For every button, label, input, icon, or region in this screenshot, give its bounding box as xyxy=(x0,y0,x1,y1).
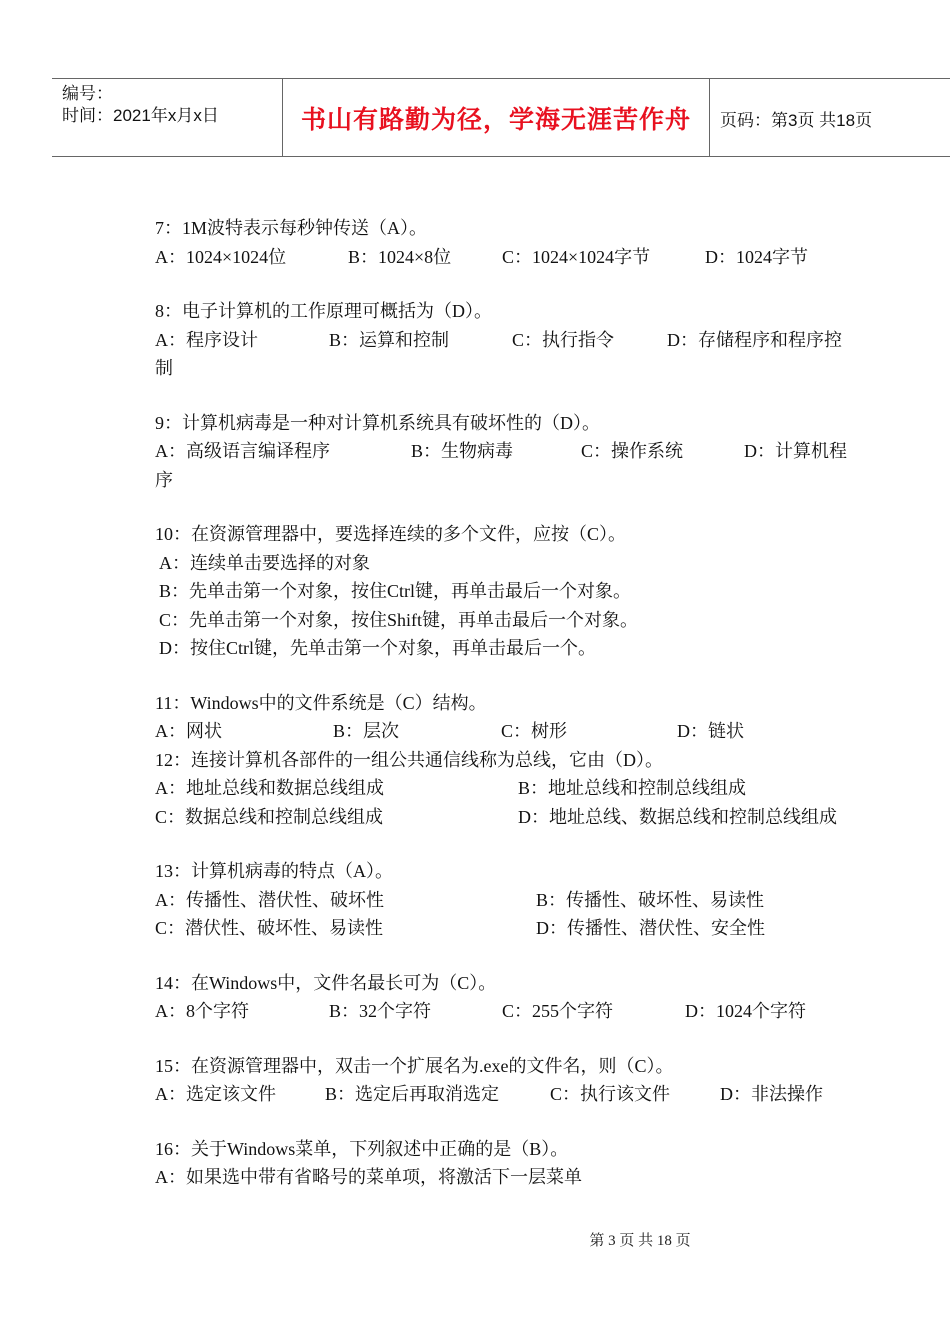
question-stem: 8：电子计算机的工作原理可概括为（D）。 xyxy=(155,301,492,321)
header-motto: 书山有路勤为径，学海无涯苦作舟 xyxy=(282,79,710,156)
options-row xyxy=(155,326,875,355)
option-d: D：链状 xyxy=(677,721,744,741)
option-d: D：计算机程 xyxy=(744,441,847,461)
doc-time-label: 时间：2021年x月x日 xyxy=(62,106,219,125)
option-b: B：1024×8位 xyxy=(348,246,452,267)
option-c: C：1024×1024字节 xyxy=(502,246,651,267)
question-list xyxy=(155,214,875,1218)
question-10 xyxy=(155,520,875,663)
question-stem: 16：关于Windows菜单，下列叙述中正确的是（B）。 xyxy=(155,1138,569,1159)
question-stem: 14：在Windows中，文件名最长可为（C）。 xyxy=(155,972,497,993)
question-stem: 9：计算机病毒是一种对计算机系统具有破坏性的（D）。 xyxy=(155,412,600,433)
question-11 xyxy=(155,689,875,746)
options-row xyxy=(155,437,875,466)
question-stem: 11：Windows中的文件系统是（C）结构。 xyxy=(155,692,487,713)
options-row xyxy=(155,717,875,746)
question-stem: 13：计算机病毒的特点（A）。 xyxy=(155,861,393,881)
option-b: B：传播性、破坏性、易读性 xyxy=(536,889,765,910)
options-row xyxy=(155,886,875,915)
option-b: B：层次 xyxy=(333,721,400,741)
option-c: C：潜伏性、破坏性、易读性 xyxy=(155,918,384,938)
option-d: D：1024个字符 xyxy=(685,1001,806,1021)
option-d: D：存储程序和程序控 xyxy=(667,329,842,350)
option-d: D：1024字节 xyxy=(705,246,808,267)
option-c: C：执行指令 xyxy=(512,329,615,350)
options-row xyxy=(155,774,875,803)
option-d: D：地址总线、数据总线和控制总线组成 xyxy=(518,806,837,827)
option-a: A：连续单击要选择的对象 xyxy=(159,552,370,573)
option-a: A：1024×1024位 xyxy=(155,246,287,267)
option-a: A：程序设计 xyxy=(155,329,258,350)
question-7 xyxy=(155,214,875,271)
question-stem: 7：1M波特表示每秒钟传送（A）。 xyxy=(155,218,428,238)
option-c: C：执行该文件 xyxy=(550,1084,671,1104)
option-b: B：运算和控制 xyxy=(329,329,450,350)
option-d: D：按住Ctrl键，先单击第一个对象，再单击最后一个。 xyxy=(159,638,596,658)
options-row xyxy=(155,914,875,943)
option-c: C：操作系统 xyxy=(581,441,684,461)
question-15 xyxy=(155,1052,875,1109)
option-d-continued: 序 xyxy=(155,469,173,490)
question-13 xyxy=(155,857,875,943)
option-c: C：255个字符 xyxy=(502,1001,614,1021)
page-header xyxy=(52,78,950,157)
options-row xyxy=(155,243,875,272)
question-12 xyxy=(155,746,875,832)
option-b: B：先单击第一个对象，按住Ctrl键，再单击最后一个对象。 xyxy=(159,581,632,601)
option-d: D：非法操作 xyxy=(720,1084,823,1104)
option-a: A：选定该文件 xyxy=(155,1084,276,1104)
question-14 xyxy=(155,969,875,1026)
option-a: A：网状 xyxy=(155,721,222,741)
question-stem: 10：在资源管理器中，要选择连续的多个文件，应按（C）。 xyxy=(155,524,627,544)
option-d-continued: 制 xyxy=(155,358,173,378)
header-page-label: 页码：第3页 共18页 xyxy=(720,111,873,130)
options-row xyxy=(155,997,875,1026)
option-b: B：选定后再取消选定 xyxy=(325,1084,500,1104)
option-a: A：地址总线和数据总线组成 xyxy=(155,778,384,798)
options-row xyxy=(155,1080,875,1109)
option-b: B：地址总线和控制总线组成 xyxy=(518,778,747,798)
question-8 xyxy=(155,297,875,383)
question-stem: 15：在资源管理器中，双击一个扩展名为.exe的文件名，则（C）。 xyxy=(155,1055,674,1076)
question-9 xyxy=(155,409,875,495)
option-a: A：如果选中带有省略号的菜单项，将激活下一层菜单 xyxy=(155,1167,582,1187)
option-b: B：生物病毒 xyxy=(411,441,514,461)
options-row xyxy=(155,803,875,832)
option-a: A：传播性、潜伏性、破坏性 xyxy=(155,889,384,910)
question-16 xyxy=(155,1135,875,1192)
doc-number-label: 编号： xyxy=(62,84,113,103)
option-a: A：8个字符 xyxy=(155,1001,249,1021)
option-c: C：先单击第一个对象，按住Shift键，再单击最后一个对象。 xyxy=(159,609,639,630)
option-c: C：数据总线和控制总线组成 xyxy=(155,806,384,827)
header-meta xyxy=(62,83,219,127)
option-a: A：高级语言编译程序 xyxy=(155,441,330,461)
option-b: B：32个字符 xyxy=(329,1001,432,1021)
option-d: D：传播性、潜伏性、安全性 xyxy=(536,918,765,938)
page-footer: 第 3 页 共 18 页 xyxy=(589,1233,691,1249)
question-stem: 12：连接计算机各部件的一组公共通信线称为总线，它由（D）。 xyxy=(155,749,663,770)
option-c: C：树形 xyxy=(501,721,568,741)
